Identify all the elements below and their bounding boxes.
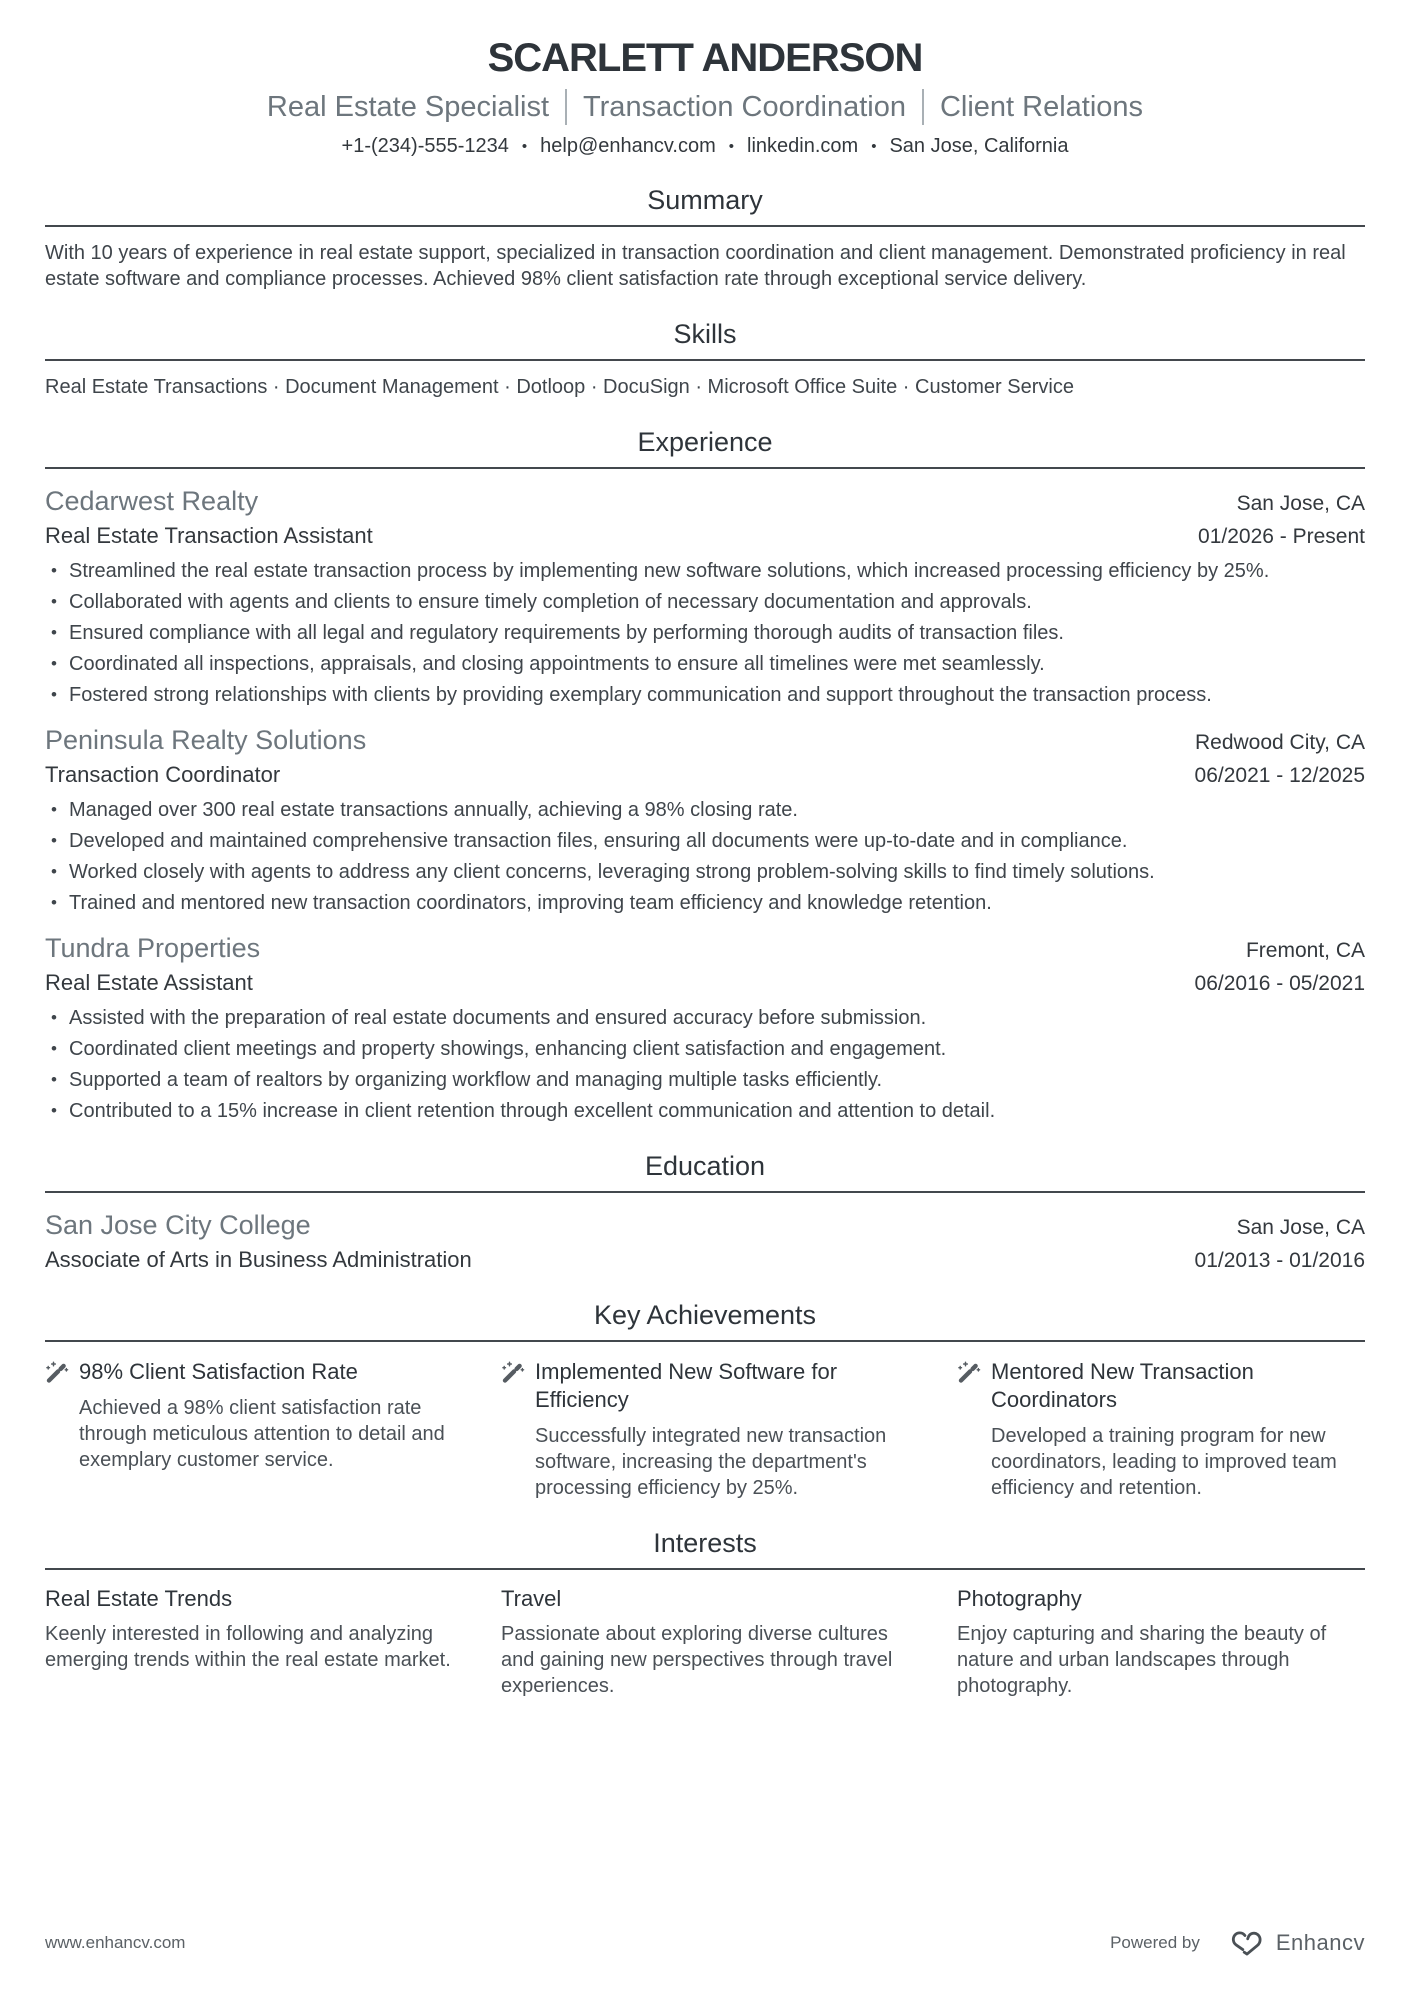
achievement-text: Developed a training program for new coordinators, leading to improved team efficiency and retention.	[991, 1425, 1337, 1499]
job-bullet: • Trained and mentored new transaction coordinators, improving team efficiency and knowledge retention.	[45, 890, 1365, 916]
job-bullet: • Contributed to a 15% increase in client retention through excellent communication and attention to detail.	[45, 1098, 1365, 1124]
headline-separator	[565, 89, 567, 125]
job-location: Redwood City, CA	[1194, 731, 1365, 754]
summary-text: With 10 years of experience in real estate support, specialized in transaction coordination and client management. Demonstrated proficiency in real estate software and compliance processes. Achieved 98% client satisfaction rate through exceptional service delivery.	[45, 242, 1346, 290]
achievement-title: Mentored New Transaction Coordinators	[991, 1359, 1254, 1412]
section-divider	[45, 1568, 1365, 1570]
enhancv-logo-icon	[1226, 1929, 1268, 1957]
achievement-item	[45, 1358, 453, 1501]
candidate-name: SCARLETT ANDERSON	[487, 36, 923, 80]
section-experience	[45, 427, 1365, 1124]
interest-title: Travel	[501, 1586, 562, 1611]
job-bullet: • Fostered strong relationships with clients by providing exemplary communication and support throughout the transaction process.	[45, 682, 1365, 708]
headline-part: Real Estate Specialist	[266, 90, 550, 123]
enhancv-brand-link[interactable]	[1226, 1929, 1365, 1957]
phone-number[interactable]: +1-(234)-555-1234	[341, 135, 509, 157]
section-divider	[45, 225, 1365, 227]
job-title: Real Estate Transaction Assistant	[45, 523, 373, 548]
job-title: Transaction Coordinator	[45, 762, 281, 787]
achievement-text: Successfully integrated new transaction software, increasing the department's processing efficiency by 25%.	[535, 1425, 887, 1499]
section-interests	[45, 1528, 1365, 1699]
magic-wand-icon	[45, 1360, 69, 1384]
job-bullet: • Supported a team of realtors by organizing workflow and managing multiple tasks efficiently.	[45, 1067, 1365, 1093]
school-location: San Jose, CA	[1236, 1216, 1365, 1239]
job-dates: 01/2026 - Present	[1198, 525, 1365, 548]
candidate-headline	[45, 89, 1365, 125]
job-bullet: • Developed and maintained comprehensive transaction files, ensuring all documents were up-to-date and in compliance.	[45, 828, 1365, 854]
headline-part: Client Relations	[939, 90, 1144, 123]
degree-name: Associate of Arts in Business Administration	[45, 1247, 472, 1272]
headline-part: Transaction Coordination	[583, 90, 906, 123]
magic-wand-icon	[501, 1360, 525, 1384]
job-dates: 06/2021 - 12/2025	[1194, 764, 1365, 787]
company-name: Cedarwest Realty	[45, 486, 259, 516]
job-bullet-list	[45, 1005, 1365, 1124]
experience-entry	[45, 725, 1365, 916]
job-bullet: • Managed over 300 real estate transactions annually, achieving a 98% closing rate.	[45, 797, 1365, 823]
achievement-item	[957, 1358, 1365, 1501]
interest-text: Enjoy capturing and sharing the beauty of nature and urban landscapes through photography.	[957, 1623, 1327, 1697]
contact-separator: •	[521, 138, 528, 155]
job-bullet: • Assisted with the preparation of real estate documents and ensured accuracy before submission.	[45, 1005, 1365, 1031]
interest-title: Real Estate Trends	[45, 1586, 233, 1611]
interest-text: Passionate about exploring diverse cultures and gaining new perspectives through travel experiences.	[501, 1623, 893, 1697]
interest-item	[45, 1586, 453, 1699]
headline-separator	[922, 89, 924, 125]
job-bullet: • Collaborated with agents and clients to ensure timely completion of necessary documentation and approvals.	[45, 589, 1365, 615]
job-bullet: • Streamlined the real estate transaction process by implementing new software solutions, which increased processing efficiency by 25%.	[45, 558, 1365, 584]
achievement-item	[501, 1358, 909, 1501]
section-heading-summary: Summary	[647, 185, 763, 215]
section-education	[45, 1151, 1365, 1273]
section-key-achievements	[45, 1300, 1365, 1501]
section-heading-achievements: Key Achievements	[593, 1300, 817, 1330]
job-bullet: • Coordinated client meetings and property showings, enhancing client satisfaction and engagement.	[45, 1036, 1365, 1062]
achievement-title: 98% Client Satisfaction Rate	[79, 1359, 358, 1384]
section-divider	[45, 359, 1365, 361]
company-name: Tundra Properties	[45, 933, 261, 963]
enhancv-website-link[interactable]: www.enhancv.com	[45, 1933, 186, 1952]
enhancv-brand-name: Enhancv	[1275, 1930, 1365, 1955]
job-dates: 06/2016 - 05/2021	[1194, 972, 1365, 995]
job-bullet: • Worked closely with agents to address any client concerns, leveraging strong problem-solving skills to find timely solutions.	[45, 859, 1365, 885]
interests-grid	[45, 1586, 1365, 1699]
achievement-title: Implemented New Software for Efficiency	[535, 1359, 838, 1412]
section-heading-education: Education	[644, 1151, 766, 1181]
job-location: San Jose, CA	[1236, 492, 1365, 515]
job-bullet-list	[45, 797, 1365, 916]
section-divider	[45, 1340, 1365, 1342]
interest-text: Keenly interested in following and analyzing emerging trends within the real estate market.	[45, 1623, 451, 1671]
powered-by-label: Powered by	[1110, 1933, 1200, 1952]
section-divider	[45, 467, 1365, 469]
skills-list: Real Estate Transactions · Document Management · Dotloop · DocuSign · Microsoft Office Suite · Customer Service	[45, 376, 1074, 398]
resume-header	[45, 36, 1365, 158]
email-link[interactable]: help@enhancv.com	[540, 135, 716, 157]
achievement-text: Achieved a 98% client satisfaction rate through meticulous attention to detail and exemplary customer service.	[79, 1397, 445, 1471]
job-location: Fremont, CA	[1245, 939, 1365, 962]
section-heading-interests: Interests	[653, 1528, 757, 1558]
section-summary	[45, 185, 1365, 292]
section-divider	[45, 1191, 1365, 1193]
interest-title: Photography	[957, 1586, 1082, 1611]
job-bullet-list	[45, 558, 1365, 708]
page-footer	[45, 1929, 1365, 1957]
interest-item	[501, 1586, 909, 1699]
company-name: Peninsula Realty Solutions	[45, 725, 367, 755]
section-heading-skills: Skills	[673, 319, 737, 349]
education-entry	[45, 1210, 1365, 1273]
section-skills	[45, 319, 1365, 400]
location-text: San Jose, California	[889, 135, 1069, 157]
linkedin-link[interactable]: linkedin.com	[747, 135, 859, 157]
experience-entry	[45, 486, 1365, 708]
powered-by	[1110, 1929, 1365, 1957]
section-heading-experience: Experience	[637, 427, 773, 457]
job-bullet: • Coordinated all inspections, appraisals, and closing appointments to ensure all timelines were met seamlessly.	[45, 651, 1365, 677]
magic-wand-icon	[957, 1360, 981, 1384]
job-bullet: • Ensured compliance with all legal and regulatory requirements by performing thorough audits of transaction files.	[45, 620, 1365, 646]
experience-entry	[45, 933, 1365, 1124]
interest-item	[957, 1586, 1365, 1699]
job-title: Real Estate Assistant	[45, 970, 253, 995]
education-dates: 01/2013 - 01/2016	[1194, 1249, 1365, 1272]
contact-separator: •	[728, 138, 735, 155]
contact-line	[45, 135, 1365, 158]
contact-separator: •	[871, 138, 877, 155]
school-name: San Jose City College	[45, 1210, 311, 1240]
achievements-grid	[45, 1358, 1365, 1501]
